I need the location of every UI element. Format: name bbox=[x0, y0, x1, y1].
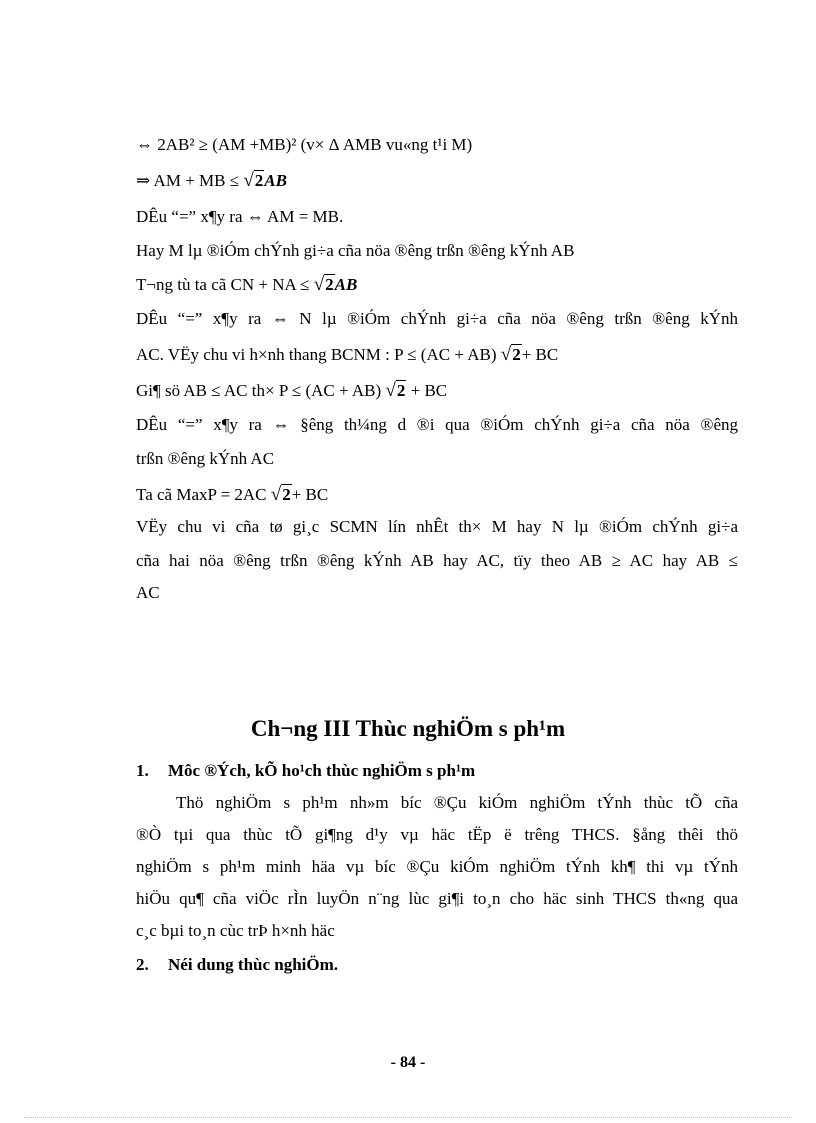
math-variable: AB bbox=[264, 171, 287, 190]
text-fragment: + BC bbox=[521, 345, 559, 364]
text-line: cña hai nöa ®êng trßn ®êng kÝnh AB hay AC, tïy theo AB ≥ AC hay AB ≤ bbox=[136, 551, 738, 570]
radical-icon: √ bbox=[270, 484, 282, 505]
text-fragment: + BC bbox=[291, 485, 329, 504]
page-number: - 84 - bbox=[390, 1054, 426, 1071]
text-fragment: T¬ng tù ta cã CN + NA ≤ bbox=[136, 275, 314, 294]
text-line: trßn ®êng kÝnh AC bbox=[136, 449, 275, 468]
sqrt-expression bbox=[271, 484, 292, 506]
text-line: Hay M lµ ®iÓm chÝnh gi÷a cña nöa ®êng trßn ®êng kÝnh AB bbox=[136, 241, 575, 260]
radical-icon: √ bbox=[313, 274, 325, 295]
sqrt-expression bbox=[314, 274, 335, 296]
text-line bbox=[136, 274, 357, 296]
page-bottom-divider bbox=[24, 1117, 792, 1118]
section-heading-2 bbox=[136, 954, 338, 976]
section-title: Néi dung thùc nghiÖm. bbox=[168, 955, 339, 974]
radical-icon: √ bbox=[243, 170, 254, 191]
radicand: 2 bbox=[512, 345, 521, 364]
text-fragment: Gi¶ sö AB ≤ AC th× P ≤ (AC + AB) bbox=[136, 381, 386, 400]
paragraph-line: c¸c bµi to¸n cùc trÞ h×nh häc bbox=[136, 921, 335, 940]
text-line: AC bbox=[136, 583, 160, 602]
radicand: 2 bbox=[396, 381, 406, 400]
paragraph-line: nghiÖm s ph¹m minh häa vµ bíc ®Çu kiÓm nghiÖm tÝnh kh¶ thi vµ tÝnh bbox=[136, 857, 738, 876]
section-heading-1 bbox=[136, 760, 475, 782]
text-line bbox=[136, 170, 287, 192]
section-number: 2. bbox=[136, 955, 149, 974]
chapter-heading: Ch¬ng III Thùc nghiÖm s ph¹m bbox=[250, 716, 566, 741]
text-fragment: Ta cã MaxP = 2AC bbox=[136, 485, 271, 504]
text-line: DÊu “=” x¶y ra ⇔ N lµ ®iÓm chÝnh gi÷a cña nöa ®êng trßn ®êng kÝnh bbox=[136, 309, 738, 328]
text-line: VËy chu vi cña tø gi¸c SCMN lín nhÊt th× M hay N lµ ®iÓm chÝnh gi÷a bbox=[136, 517, 738, 536]
radicand: 2 bbox=[325, 275, 334, 294]
text-fragment: ⇒ AM + MB ≤ bbox=[136, 171, 244, 190]
sqrt-expression bbox=[385, 380, 406, 402]
section-number: 1. bbox=[136, 761, 149, 780]
text-line bbox=[136, 484, 328, 506]
paragraph-line: hiÖu qu¶ cña viÖc rÌn luyÖn n¨ng lùc gi¶i to¸n cho häc sinh THCS th«ng qua bbox=[136, 889, 738, 908]
math-variable: AB bbox=[334, 275, 358, 294]
text-line bbox=[136, 380, 447, 402]
radicand: 2 bbox=[254, 171, 264, 190]
text-fragment: AC. VËy chu vi h×nh thang BCNM : P ≤ (AC + AB) bbox=[136, 345, 501, 364]
text-line: DÊu “=” x¶y ra ⇔ §êng th¼ng d ®i qua ®iÓm chÝnh gi÷a cña nöa ®êng bbox=[136, 415, 738, 434]
sqrt-expression bbox=[243, 170, 264, 192]
text-line: DÊu “=” x¶y ra ⇔ AM = MB. bbox=[136, 207, 344, 226]
radicand: 2 bbox=[282, 485, 291, 504]
text-line: ⇔ 2AB² ≥ (AM +MB)² (v× Δ AMB vu«ng t¹i M) bbox=[136, 135, 473, 154]
section-title: Môc ®Ých, kÕ ho¹ch thùc nghiÖm s ph¹m bbox=[168, 761, 476, 780]
radical-icon: √ bbox=[385, 380, 396, 401]
text-fragment: + BC bbox=[406, 381, 448, 400]
text-line bbox=[136, 344, 558, 366]
paragraph-line: ®Ò tµi qua thùc tÕ gi¶ng d¹y vµ häc tËp ë trêng THCS. §ång thêi thö bbox=[136, 825, 738, 844]
sqrt-expression bbox=[501, 344, 522, 366]
paragraph-line: Thö nghiÖm s ph¹m nh»m bíc ®Çu kiÓm nghiÖm tÝnh thùc tÕ cña bbox=[176, 793, 738, 812]
radical-icon: √ bbox=[500, 344, 512, 365]
